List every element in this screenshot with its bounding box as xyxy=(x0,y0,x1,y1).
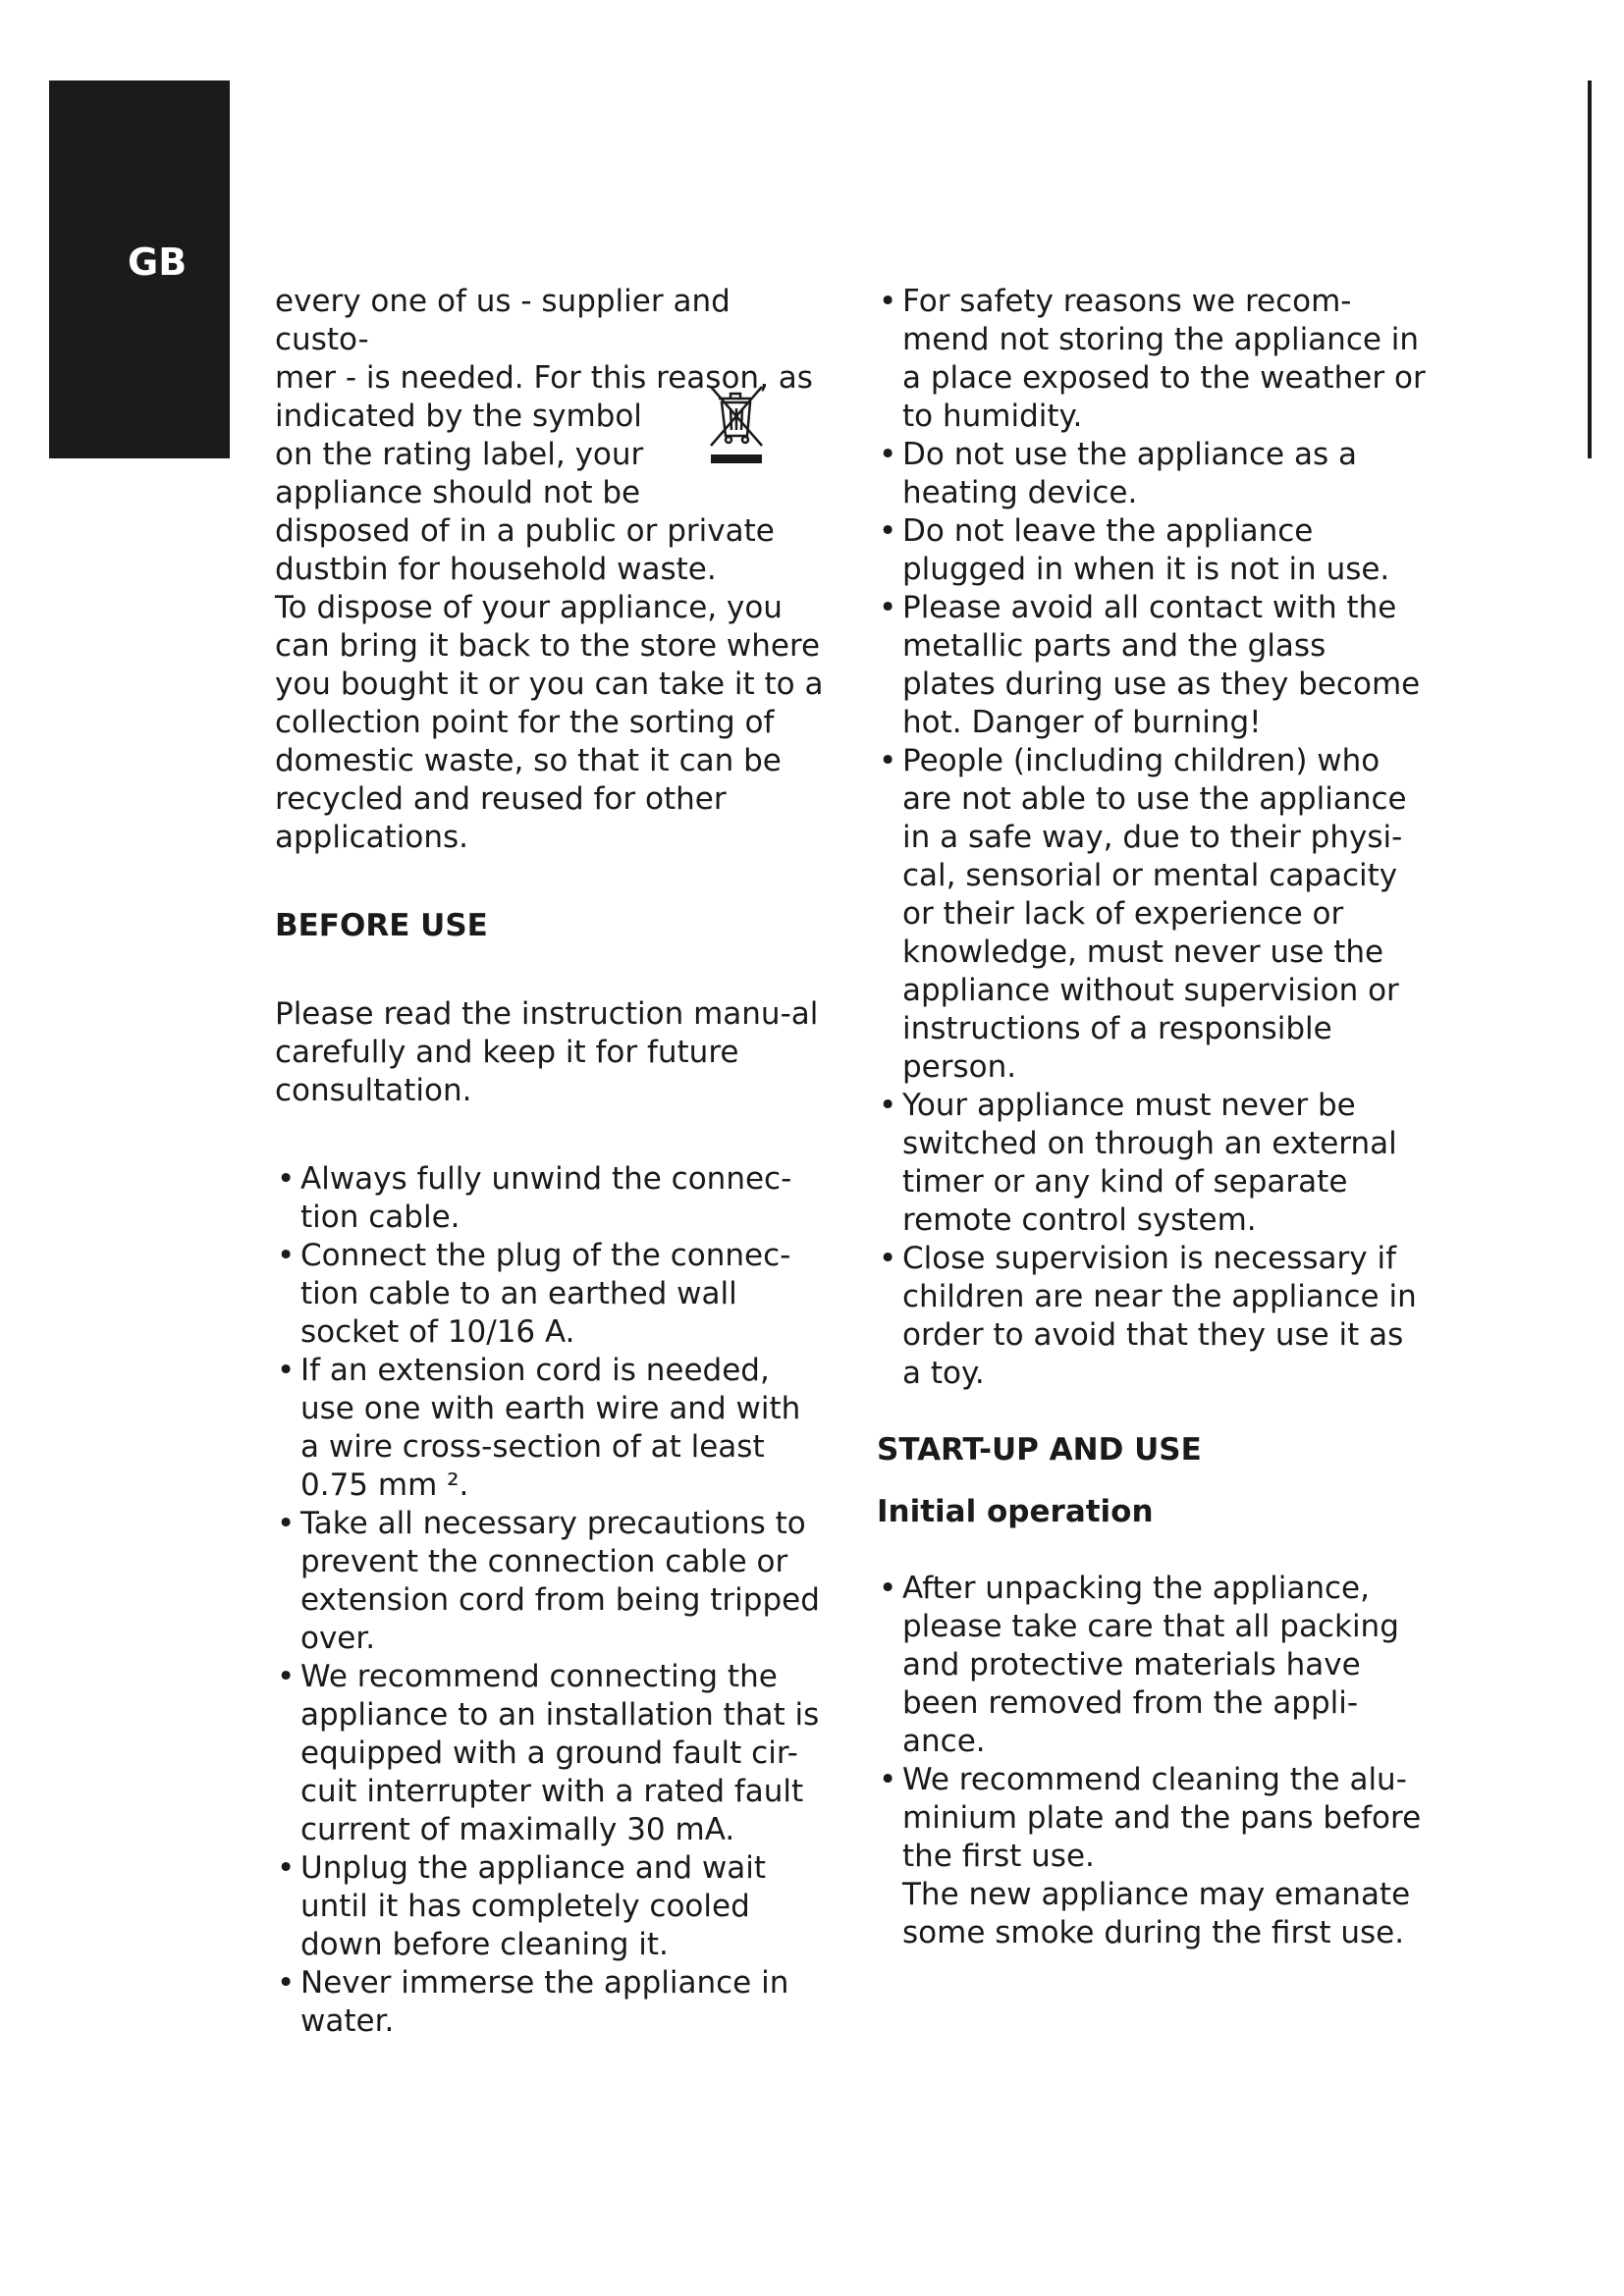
intro-line: every one of us - supplier and custo- xyxy=(275,284,731,357)
list-item: • Never immerse the appliance in water. xyxy=(275,1964,825,2041)
list-item xyxy=(877,1761,1427,1952)
startup-list xyxy=(877,1570,1427,1952)
list-item: • For safety reasons we recom-mend not storing the appliance in a place exposed to the weather or to humidity. xyxy=(877,283,1427,436)
page-edge-rule xyxy=(1588,80,1592,458)
list-item: • After unpacking the appliance, please take care that all packing and protective materials have been removed from the appli-ance. xyxy=(877,1570,1427,1761)
startup-heading: START-UP AND USE xyxy=(877,1432,1202,1468)
list-item: • If an extension cord is needed, use one with earth wire and with a wire cross-section of at least 0.75 mm ². xyxy=(275,1352,825,1505)
language-code: GB xyxy=(128,240,188,284)
initial-operation-heading: Initial operation xyxy=(877,1494,1154,1529)
intro-line: dustbin for household waste. xyxy=(275,552,717,587)
list-item: • We recommend connecting the appliance to an installation that is equipped with a ground fault cir-cuit interrupter with a rated fault current of maximally 30 mA. xyxy=(275,1658,825,1849)
intro-line: mer - is needed. For this reason, as xyxy=(275,360,813,396)
dispose-paragraph: To dispose of your appliance, you can bring it back to the store where you bought it or you can take it to a collection point for the sorting of domestic waste, so that it can be recycled and reused for other applications. xyxy=(275,590,824,855)
list-item: • Do not use the appliance as a heating device. xyxy=(877,436,1427,512)
list-item: • Unplug the appliance and wait until it has completely cooled down before cleaning it. xyxy=(275,1849,825,1964)
safety-list xyxy=(877,283,1427,1393)
weee-paragraph xyxy=(275,283,825,589)
crossed-out-wheelie-bin-icon xyxy=(705,377,766,465)
list-item: • Connect the plug of the connec-tion cable to an earthed wall socket of 10/16 A. xyxy=(275,1237,825,1352)
before-use-heading: BEFORE USE xyxy=(275,908,488,943)
list-item-text: We recommend cleaning the alu-minium plate and the pans before the first use. xyxy=(902,1762,1422,1874)
before-use-intro: Please read the instruction manu-al carefully and keep it for future consultation. xyxy=(275,996,819,1108)
intro-line: disposed of in a public or private xyxy=(275,513,775,549)
list-item: • Always fully unwind the connec-tion cable. xyxy=(275,1160,825,1237)
list-item: • Do not leave the appliance plugged in when it is not in use. xyxy=(877,512,1427,589)
intro-line: indicated by the symbol xyxy=(275,399,642,434)
left-column xyxy=(275,283,825,2041)
list-item: • People (including children) who are not able to use the appliance in a safe way, due to their physi-cal, sensorial or mental capacity or their lack of experience or knowledge, must never use the appliance without supervision or instructions of a responsible person. xyxy=(877,742,1427,1087)
list-item: • Close supervision is necessary if children are near the appliance in order to avoid that they use it as a toy. xyxy=(877,1240,1427,1393)
list-item: • Please avoid all contact with the metallic parts and the glass plates during use as they become hot. Danger of burning! xyxy=(877,589,1427,742)
before-use-list xyxy=(275,1160,825,2041)
right-column xyxy=(877,283,1427,1952)
intro-line: on the rating label, your xyxy=(275,437,644,472)
list-item: • Take all necessary precautions to prevent the connection cable or extension cord from being tripped over. xyxy=(275,1505,825,1658)
list-item: • Your appliance must never be switched on through an external timer or any kind of separate remote control system. xyxy=(877,1087,1427,1240)
startup-note: The new appliance may emanate some smoke during the first use. xyxy=(902,1877,1411,1950)
intro-line: appliance should not be xyxy=(275,475,641,510)
